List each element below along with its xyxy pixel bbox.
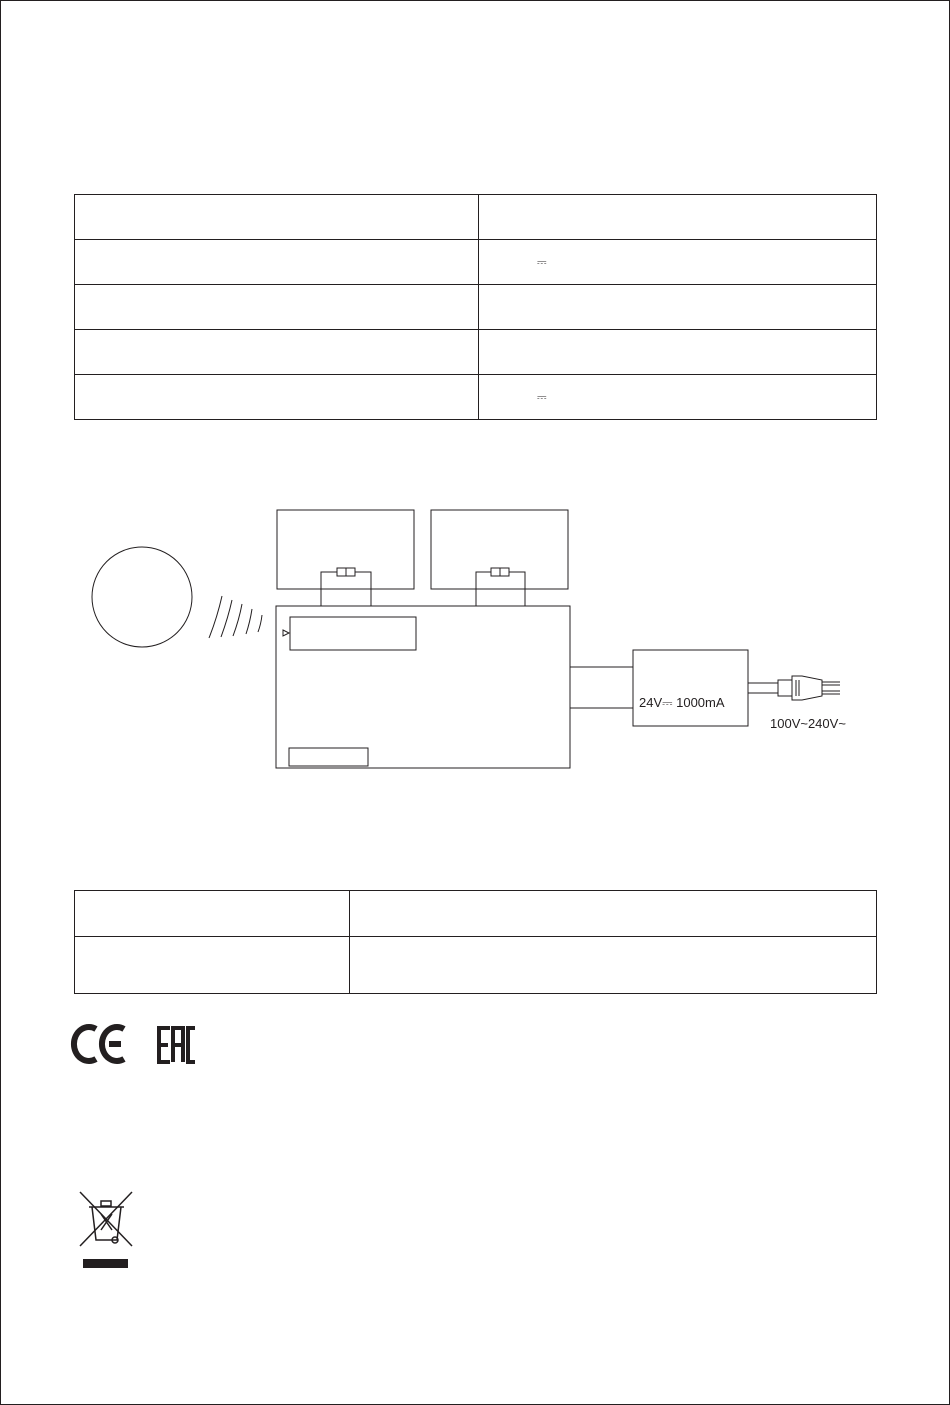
controller-label-box: [290, 617, 416, 650]
weee-crossed-bin-icon: [80, 1192, 132, 1268]
adapter-rating-label: 24V⎓ 1000mA: [639, 695, 725, 710]
mirror-panel-right: [431, 510, 568, 589]
table-row: [75, 937, 877, 994]
connector-right: [476, 568, 525, 606]
mains-voltage-label: 100V~240V~: [770, 716, 846, 731]
mirror-panel-left: [277, 510, 414, 589]
wireless-signal-icon: [209, 596, 262, 638]
sensor-disc: [92, 547, 192, 647]
model-label: [75, 937, 350, 994]
model-table: [74, 890, 877, 994]
model-value: [350, 891, 877, 937]
arrow-marker-icon: [283, 630, 289, 636]
ce-mark-icon: [74, 1027, 124, 1061]
controller-tag-box: [289, 748, 368, 766]
power-plug-icon: [778, 676, 840, 700]
eac-mark-icon: [159, 1028, 195, 1062]
dc-symbol-icon: ⎓: [537, 390, 546, 404]
model-label: [75, 891, 350, 937]
connector-left: [321, 568, 371, 606]
table-row: [75, 891, 877, 937]
model-value: [350, 937, 877, 994]
controller-box: [276, 606, 570, 768]
dc-symbol-icon: ⎓: [537, 255, 546, 269]
power-adapter-box: [633, 650, 748, 726]
